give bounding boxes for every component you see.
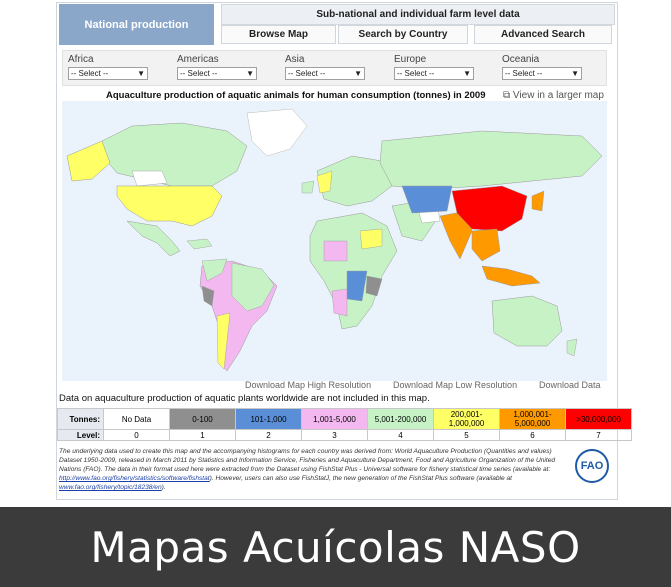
region-label: Africa (68, 54, 94, 65)
africa-select[interactable]: -- Select -- ▼ (68, 67, 148, 80)
chevron-down-icon: ▼ (571, 69, 579, 78)
tab-national-production[interactable]: National production (59, 4, 214, 45)
chevron-down-icon: ▼ (463, 69, 471, 78)
tab-browse-map[interactable]: Browse Map (221, 25, 336, 44)
region-europe (394, 54, 474, 80)
asia-select[interactable]: -- Select -- ▼ (285, 67, 365, 80)
region-oceania (502, 54, 582, 80)
fishstat-link[interactable]: http://www.fao.org/fishery/statistics/software/fishstat (59, 475, 210, 482)
tab-advanced-search[interactable]: Advanced Search (474, 25, 612, 44)
region-label: Americas (177, 54, 219, 65)
download-low-res-link[interactable]: Download Map Low Resolution (393, 380, 518, 390)
legend-class-3: 1,001-5,000 (302, 409, 368, 430)
region-label: Asia (285, 54, 305, 65)
region-label: Europe (394, 54, 427, 65)
footer-credits: The underlying data used to create this map and the accompanying histograms for each country was derived from: World Aquaculture Production (Quantities and values) Dataset 1950-2009, released in March 2011 by Statistics and Information Service, Fisheries and Aquaculture Department, Food and Agriculture Organization of the United Nations (FAO). The data in their format used here were extracted from the Dataset using FishStat Plus - Universal software for fishery statistical time series (available at: http://www.fao.org/fishery/statistics/software/fishstat). However, users can also use FishStatJ, the new generation of the FishStat Plus software (available at www.fao.org/fishery/topic/18238/en). (59, 448, 556, 491)
larger-map-link[interactable]: ⧉ View in a larger map (503, 90, 604, 101)
legend-table (57, 408, 632, 441)
world-map[interactable] (62, 101, 607, 381)
legend-level: 2 (236, 430, 302, 441)
fao-logo: FAO (575, 449, 609, 483)
download-high-res-link[interactable]: Download Map High Resolution (245, 380, 372, 390)
legend-class-0: No Data (104, 409, 170, 430)
download-data-link[interactable]: Download Data (539, 380, 601, 390)
title-banner: Mapas Acuícolas NASO (0, 507, 671, 587)
chevron-down-icon: ▼ (246, 69, 254, 78)
legend-class-1: 0-100 (170, 409, 236, 430)
map-title: Aquaculture production of aquatic animals for human consumption (tonnes) in 2009 (106, 90, 486, 101)
region-label: Oceania (502, 54, 540, 65)
region-filters (62, 50, 607, 86)
region-asia (285, 54, 365, 80)
europe-select[interactable]: -- Select -- ▼ (394, 67, 474, 80)
chevron-down-icon: ▼ (137, 69, 145, 78)
legend-level: 6 (500, 430, 566, 441)
fishstatj-link[interactable]: www.fao.org/fishery/topic/18238/en (59, 484, 162, 491)
map-note: Data on aquaculture production of aquatic plants worldwide are not included in this map. (59, 393, 430, 404)
legend-level: 7 (566, 430, 632, 441)
legend-level: 1 (170, 430, 236, 441)
legend-level: 4 (368, 430, 434, 441)
chevron-down-icon: ▼ (354, 69, 362, 78)
legend-level: 5 (434, 430, 500, 441)
legend-class-6: 1,000,001-5,000,000 (500, 409, 566, 430)
region-americas (177, 54, 257, 80)
tab-search-by-country[interactable]: Search by Country (338, 25, 468, 44)
subnational-header: Sub-national and individual farm level data (221, 4, 615, 25)
legend-class-7: >30,000,000 (566, 409, 632, 430)
legend-class-2: 101-1,000 (236, 409, 302, 430)
legend-class-4: 5,001-200,000 (368, 409, 434, 430)
legend-level-label: Level: (58, 430, 104, 441)
oceania-select[interactable]: -- Select -- ▼ (502, 67, 582, 80)
legend-level: 0 (104, 430, 170, 441)
americas-select[interactable]: -- Select -- ▼ (177, 67, 257, 80)
window-icon: ⧉ (503, 90, 511, 101)
world-map-svg (62, 101, 607, 381)
legend-level: 3 (302, 430, 368, 441)
region-africa (68, 54, 148, 80)
legend-class-5: 200,001-1,000,000 (434, 409, 500, 430)
legend (57, 408, 632, 441)
legend-tonnes-label: Tonnes: (58, 409, 104, 430)
